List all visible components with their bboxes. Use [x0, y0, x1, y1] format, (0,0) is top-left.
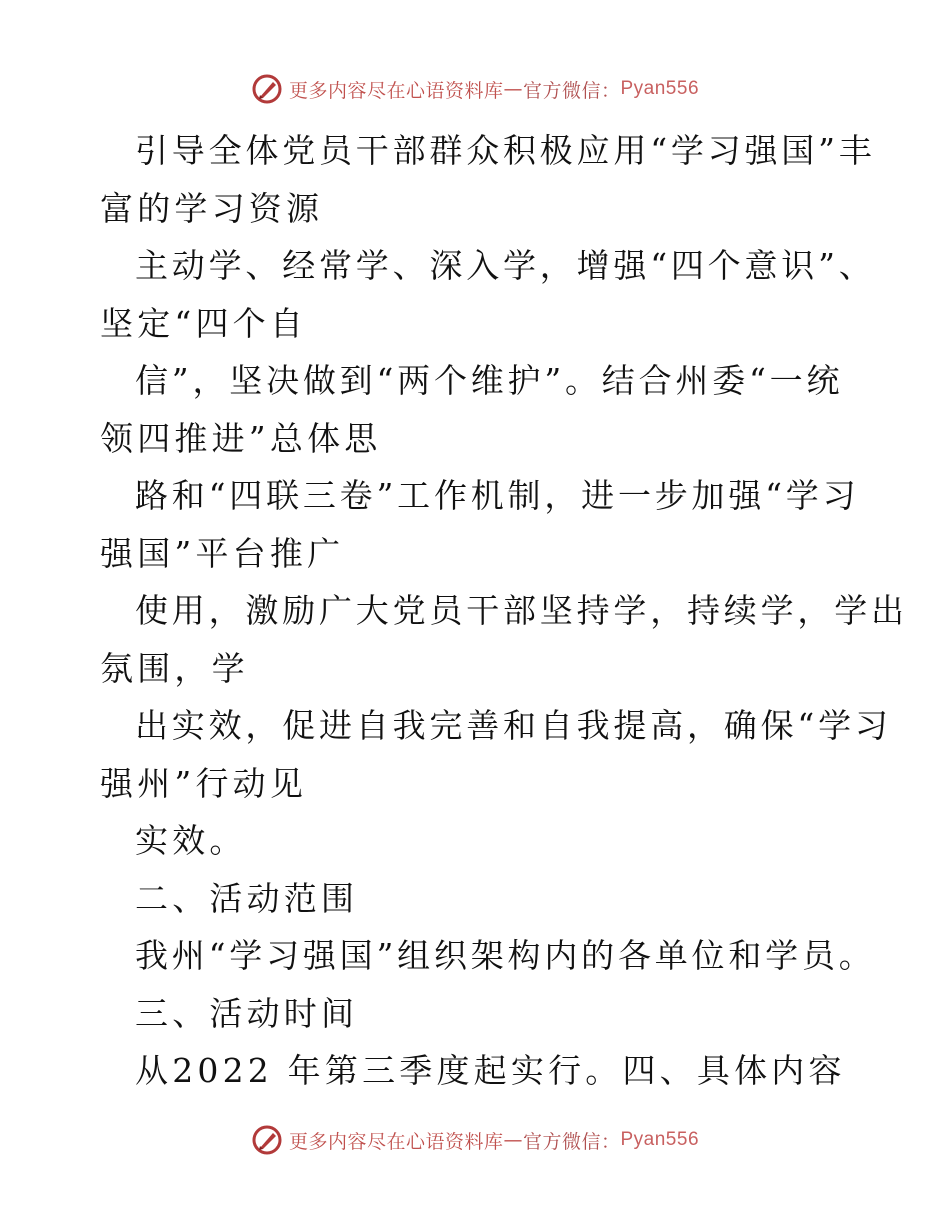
watermark-wechat-id: Pyan556: [620, 78, 700, 99]
body-line: 实效。: [135, 821, 247, 860]
body-line: 氛围，学: [100, 648, 249, 688]
watermark-wechat-id: Pyan556: [620, 1129, 700, 1150]
body-line: 我州“学习强国”组织架构内的各单位和学员。: [135, 936, 876, 975]
watermark-dash: —: [503, 1129, 523, 1151]
body-line: 领四推进”总体思: [100, 418, 382, 458]
body-line: 使用，激励广大党员干部坚持学，持续学，学出: [135, 591, 908, 630]
body-line: 坚定“四个自: [100, 303, 308, 343]
body-line: 引导全体党员干部群众积极应用“学习强国”丰: [135, 131, 876, 170]
watermark-site-text: 更多内容尽在心语资料库: [288, 1130, 504, 1153]
quill-logo-icon: [251, 1124, 283, 1156]
section-heading: 三、活动时间: [135, 993, 359, 1033]
watermark-site-text: 更多内容尽在心语资料库: [288, 79, 504, 102]
header-watermark: [0, 72, 950, 106]
body-line: 路和“四联三卷”工作机制，进一步加强“学习: [135, 476, 860, 515]
watermark-wechat-label: 官方微信：: [522, 79, 621, 102]
body-line: 从2022 年第三季度起实行。四、具体内容: [135, 1051, 846, 1090]
body-line: 信”，坚决做到“两个维护”。结合州委“一统: [135, 361, 844, 400]
document-body: [100, 122, 908, 1100]
body-line: 出实效，促进自我完善和自我提高，确保“学习: [135, 706, 892, 745]
quill-logo-icon: [251, 73, 283, 105]
watermark-dash: —: [503, 78, 523, 100]
footer-watermark: [0, 1123, 950, 1157]
watermark-wechat-label: 官方微信：: [522, 1130, 621, 1153]
body-line: 强州”行动见: [100, 763, 308, 803]
body-line: 主动学、经常学、深入学，增强“四个意识”、: [135, 246, 876, 285]
body-line: 富的学习资源: [100, 188, 324, 228]
body-line: 强国”平台推广: [100, 533, 345, 573]
section-heading: 二、活动范围: [135, 878, 359, 918]
